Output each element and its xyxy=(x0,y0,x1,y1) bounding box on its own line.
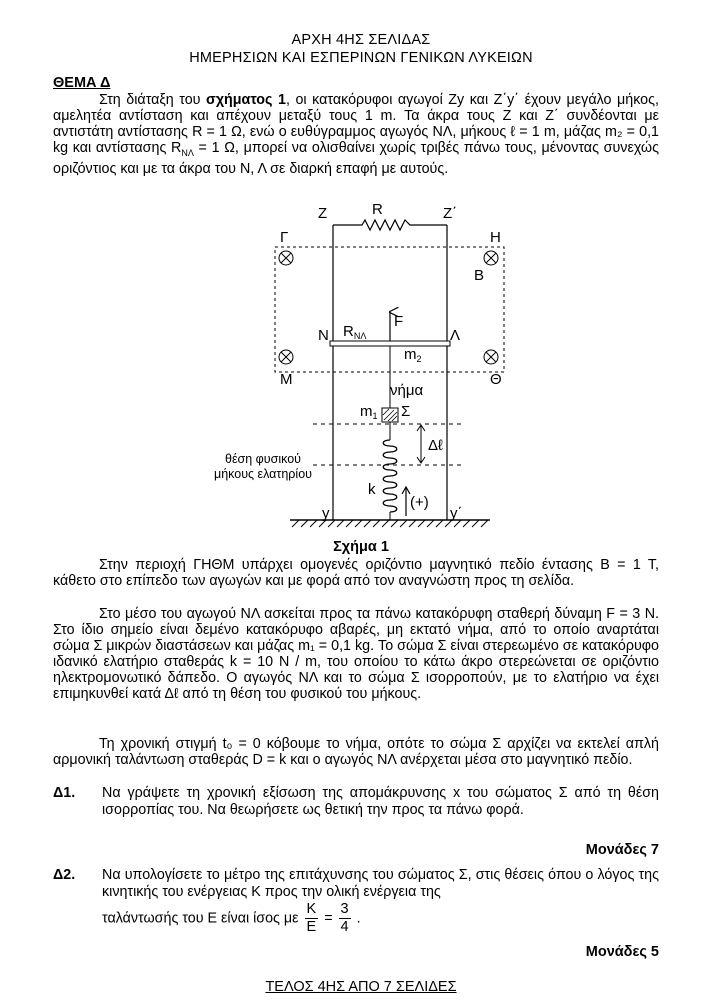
page-header-line2: ΗΜΕΡΗΣΙΩΝ ΚΑΙ ΕΣΠΕΡΙΝΩΝ ΓΕΝΙΚΩΝ ΛΥΚΕΙΩΝ xyxy=(189,50,533,66)
paragraph-field: Στην περιοχή ΓΗΘΜ υπάρχει ομογενές οριζόντιο μαγνητικό πεδίο έντασης B = 1 T, κάθετο στο επίπεδο των αγωγών και με φορά από τον αναγνώστη προς τη σελίδα. xyxy=(53,557,659,590)
page-footer: ΤΕΛΟΣ 4ΗΣ ΑΠΟ 7 ΣΕΛΙΔΕΣ xyxy=(265,979,457,995)
natural-length-label: θέση φυσικού μήκους ελατηρίου xyxy=(214,452,312,481)
label-R: R xyxy=(372,201,383,218)
fraction-K-E: $\frac{K}{E}$ xyxy=(306,901,317,935)
question-d2-number: Δ2. xyxy=(53,867,76,883)
label-N: Ν xyxy=(318,327,329,344)
label-m1: $m_1$ xyxy=(360,403,378,421)
spring-icon xyxy=(383,440,397,512)
label-F: F xyxy=(394,313,404,330)
label-RNL: $R_{N\Lambda}$ xyxy=(343,323,367,341)
label-k: k xyxy=(368,481,376,498)
label-nima: νήμα xyxy=(390,382,424,399)
label-yp: y΄ xyxy=(450,505,463,522)
label-plus: (+) xyxy=(410,494,429,511)
question-d1-number: Δ1. xyxy=(53,785,76,801)
label-H: Η xyxy=(490,229,501,246)
section-title: ΘΕΜΑ Δ xyxy=(53,75,111,91)
label-G: Γ xyxy=(280,229,289,246)
question-d1-text: Να γράψετε τη χρονική εξίσωση της απομάκρυνσης x του σώματος Σ από τη θέση ισορροπίας του. Να θεωρήσετε ως θετική την προς τα πάνω φορά. xyxy=(102,785,659,818)
label-L: Λ xyxy=(450,327,461,344)
label-M: Μ xyxy=(280,371,293,388)
question-d2-text: Να υπολογίσετε το μέτρο της επιτάχυνσης του σώματος Σ, στις θέσεις όπου ο λόγος της κινητικής του ενέργειας Κ προς την ολική ενέργεια της xyxy=(102,867,659,900)
figure-caption: Σχήμα 1 xyxy=(333,539,389,555)
figure-1-diagram xyxy=(200,200,530,538)
fraction-3-4: $\frac{3}{4}$ xyxy=(340,901,349,935)
label-S: Σ xyxy=(401,403,411,420)
question-d2-marks: Μονάδες 5 xyxy=(585,944,659,960)
label-Z: Ζ xyxy=(318,205,328,222)
paragraph-force: Στο μέσο του αγωγού ΝΛ ασκείται προς τα πάνω κατακόρυφη σταθερή δύναμη F = 3 N. Στο ίδιο σημείο είναι δεμένο κατακόρυφο αβαρές, μη εκτατό νήμα, από το οποίο αναρτάται σώμα Σ μικρών διαστάσεων και μάζας m₁ = 0,1 kg. Το σώμα Σ είναι στερεωμένο σε κατακόρυφο ιδανικό ελατήριο σταθεράς k = 10 N / m, του οποίου το κάτω άκρο στερεώνεται σε οριζόντιο ηλεκτρομονωτικό δάπεδο. Ο αγωγός ΝΛ και το σώμα Σ ισορροπούν, με το ελατήριο να έχει επιμηκυνθεί κατά Δℓ από τη θέση του φυσικού του μήκους. xyxy=(53,606,659,703)
label-dl: Δℓ xyxy=(428,437,443,454)
label-y: y xyxy=(322,505,330,522)
label-B: B xyxy=(474,267,485,284)
question-d1-marks: Μονάδες 7 xyxy=(585,842,659,858)
resistor-R-icon xyxy=(333,220,447,230)
paragraph-cut: Τη χρονική στιγμή t₀ = 0 κόβουμε το νήμα, οπότε το σώμα Σ αρχίζει να εκτελεί απλή αρμονική ταλάντωση σταθεράς D = k και ο αγωγός ΝΛ ανέρχεται μέσα στο μαγνητικό πεδίο. xyxy=(53,736,659,769)
intro-paragraph: Στη διάταξη του σχήματος 1, οι κατακόρυφοι αγωγοί Ζy και Ζ΄y΄ έχουν μεγάλο μήκος, αμελητέα αντίσταση και απέχουν μεταξύ τους 1 m. Τα άκρα τους Ζ και Ζ΄ συνδέονται με αντιστάτη αντίστασης R = 1 Ω, ενώ ο ευθύγραμμος αγωγός ΝΛ, μήκους ℓ = 1 m, μάζας m₂ = 0,1 kg και αντίστασης $R_{N\Lambda} = 1$ Ω, μπορεί να ολισθαίνει χωρίς τριβές πάνω τους, μένοντας συνεχώς οριζόντιος και με τα άκρα του Ν, Λ σε διαρκή επαφή με αυτούς. xyxy=(53,92,659,178)
label-Zp: Ζ΄ xyxy=(443,205,458,222)
page-header-line1: ΑΡΧΗ 4ΗΣ ΣΕΛΙΔΑΣ xyxy=(291,32,431,48)
label-m2: $m_2$ xyxy=(404,346,422,364)
label-Th: Θ xyxy=(490,371,502,388)
conductor-NL xyxy=(330,341,450,346)
question-d2-ratio: ταλάντωσής του Ε είναι ίσος με $\frac{K}{E}$ = $\frac{3}{4}$ . xyxy=(102,901,361,935)
field-into-page-icon xyxy=(279,251,498,364)
